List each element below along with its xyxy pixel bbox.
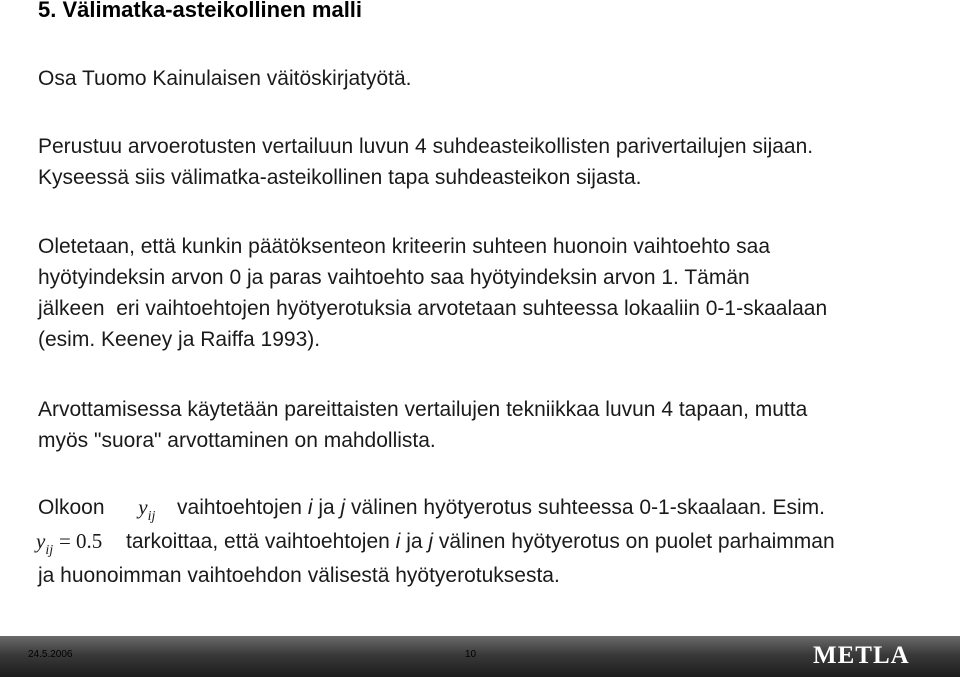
definition-text-a: vaihtoehtojen <box>177 496 302 519</box>
paragraph-definition-line-1 <box>38 492 825 526</box>
definition-text-b: välinen hyötyerotus suhteessa 0-1-skaalaan. Esim. <box>351 496 825 519</box>
slide-title: 5. Välimatka-asteikollinen malli <box>38 0 363 22</box>
metla-logo: METLA <box>813 642 910 669</box>
index-j: j <box>340 496 346 519</box>
paragraph-method <box>38 394 807 456</box>
author-line <box>38 63 412 94</box>
example-ja-text: ja <box>406 530 423 553</box>
formula-subscript: ij <box>147 509 156 524</box>
example-formula-variable: y <box>36 529 46 553</box>
example-text-c: ja huonoimman vaihtoehdon välisestä hyötyerotuksesta. <box>38 564 560 587</box>
footer-bar <box>0 636 960 677</box>
footer-date: 24.5.2006 <box>28 649 73 660</box>
paragraph-assumption-line-3: jälkeen eri vaihtoehtojen hyötyerotuksia arvotetaan suhteessa lokaaliin 0-1-skaalaan <box>38 297 828 320</box>
paragraph-method-line-2: myös "suora" arvottaminen on mahdollista. <box>38 429 436 452</box>
paragraph-assumption <box>38 231 827 355</box>
example-formula-subscript: ij <box>45 543 54 558</box>
paragraph-basis-line-1: Perustuu arvoerotusten vertailuun luvun 4 suhdeasteikollisten parivertailujen sijaan. <box>38 135 814 158</box>
author-text: Osa Tuomo Kainulaisen väitöskirjatyötä. <box>38 67 412 90</box>
example-index-j: j <box>428 530 434 553</box>
example-formula <box>36 529 103 558</box>
paragraph-basis-line-2: Kyseessä siis välimatka-asteikollinen tapa suhdeasteikon sijasta. <box>38 166 642 189</box>
paragraph-basis <box>38 131 813 193</box>
index-i: i <box>307 496 313 519</box>
example-formula-equals: = 0.5 <box>58 529 103 553</box>
paragraph-definition-line-2 <box>36 526 835 560</box>
formula-variable: y <box>138 495 148 519</box>
ja-text: ja <box>318 496 335 519</box>
paragraph-assumption-line-1: Oletetaan, että kunkin päätöksenteon kriteerin suhteen huonoin vaihtoehto saa <box>38 235 771 258</box>
yij-formula <box>138 495 156 524</box>
example-index-i: i <box>395 530 401 553</box>
footer-page-number: 10 <box>465 649 477 660</box>
paragraph-definition-line-3 <box>38 560 560 591</box>
paragraph-assumption-line-4: (esim. Keeney ja Raiffa 1993). <box>38 328 321 351</box>
example-text-b: välinen hyötyerotus on puolet parhaimman <box>438 530 835 553</box>
paragraph-assumption-line-2: hyötyindeksin arvon 0 ja paras vaihtoehto saa hyötyindeksin arvon 1. Tämän <box>38 266 750 289</box>
paragraph-method-line-1: Arvottamisessa käytetään pareittaisten vertailujen tekniikkaa luvun 4 tapaan, mutta <box>38 398 808 421</box>
example-text-a: tarkoittaa, että vaihtoehtojen <box>125 530 390 553</box>
olkoon-text: Olkoon <box>38 496 105 519</box>
